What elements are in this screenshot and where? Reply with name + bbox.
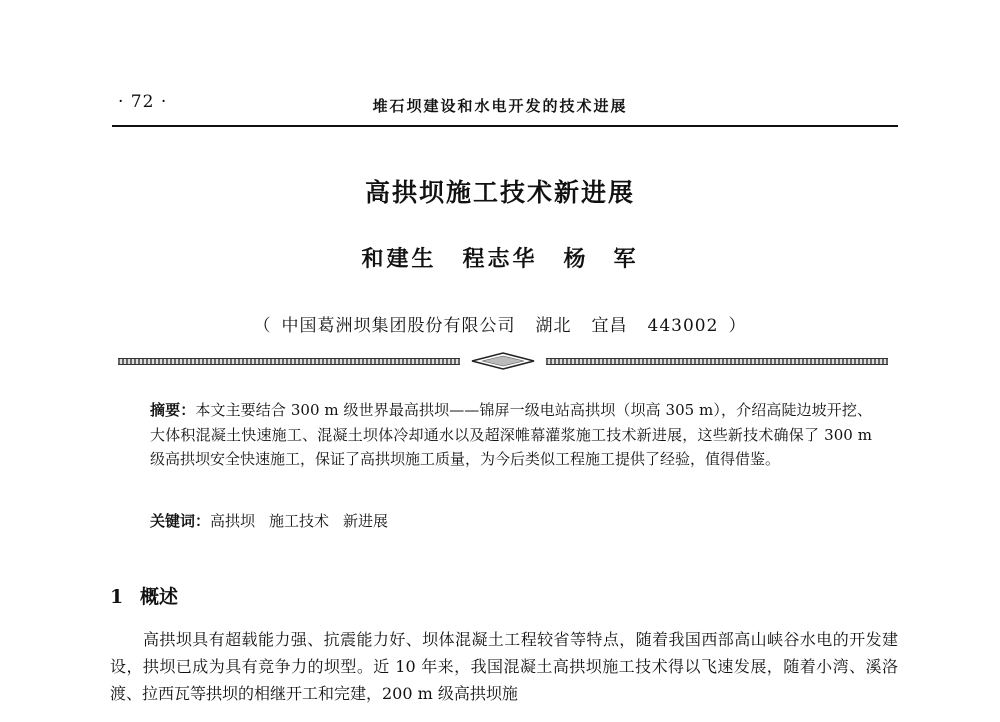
header-rule (112, 125, 898, 127)
body-paragraph: 高拱坝具有超载能力强、抗震能力好、坝体混凝土工程较省等特点，随着我国西部高山峡谷水电的开发建设，拱坝已成为具有竞争力的坝型。近 10 年来，我国混凝土高拱坝施工技术得以飞速发展，随着小湾、溪洛渡、拉西瓦等拱坝的相继开工和完建，200 m 级高拱坝施 (110, 630, 898, 703)
running-head: 堆石坝建设和水电开发的技术进展 (372, 97, 628, 115)
ornament-right-rule (546, 358, 888, 365)
author-name: 杨 军 (563, 246, 639, 272)
author-name: 程志华 (462, 246, 538, 272)
affiliation-postcode: 443002 (647, 316, 719, 336)
affiliation-organization: 中国葛洲坝集团股份有限公司 (281, 316, 516, 336)
article-title: 高拱坝施工技术新进展 (364, 178, 635, 207)
affiliation-province: 湖北 (535, 316, 572, 336)
keywords (150, 510, 402, 531)
section-number: 1 (110, 586, 124, 608)
keywords-label: 关键词： (150, 512, 211, 530)
affiliation (0, 311, 1000, 336)
section-title: 概述 (140, 586, 179, 608)
keyword-item: 高拱坝 (210, 512, 256, 530)
affiliation-city: 宜昌 (591, 316, 628, 336)
page-number: · 72 · (118, 92, 168, 112)
abstract (150, 398, 872, 472)
affiliation-close-paren: ） (728, 316, 747, 336)
keyword-item: 施工技术 (269, 512, 330, 530)
affiliation-open-paren: （ (253, 316, 272, 336)
author-list (0, 242, 1000, 273)
abstract-label: 摘要： (150, 401, 196, 419)
ornament-diamond-icon (470, 352, 536, 370)
abstract-text: 本文主要结合 300 m 级世界最高拱坝——锦屏一级电站高拱坝（坝高 305 m），介绍高陡边坡开挖、大体积混凝土快速施工、混凝土坝体冷却通水以及超深帷幕灌浆施工技术新进展，这些新技术确保了 300 m 级高拱坝安全快速施工，保证了高拱坝施工质量，为今后类似工程施工提供了经验，值得借鉴。 (150, 401, 872, 468)
section-heading (110, 582, 178, 609)
title-ornament-divider (118, 352, 888, 372)
keyword-item: 新进展 (343, 512, 389, 530)
ornament-left-rule (118, 358, 460, 365)
author-name: 和建生 (361, 246, 437, 272)
